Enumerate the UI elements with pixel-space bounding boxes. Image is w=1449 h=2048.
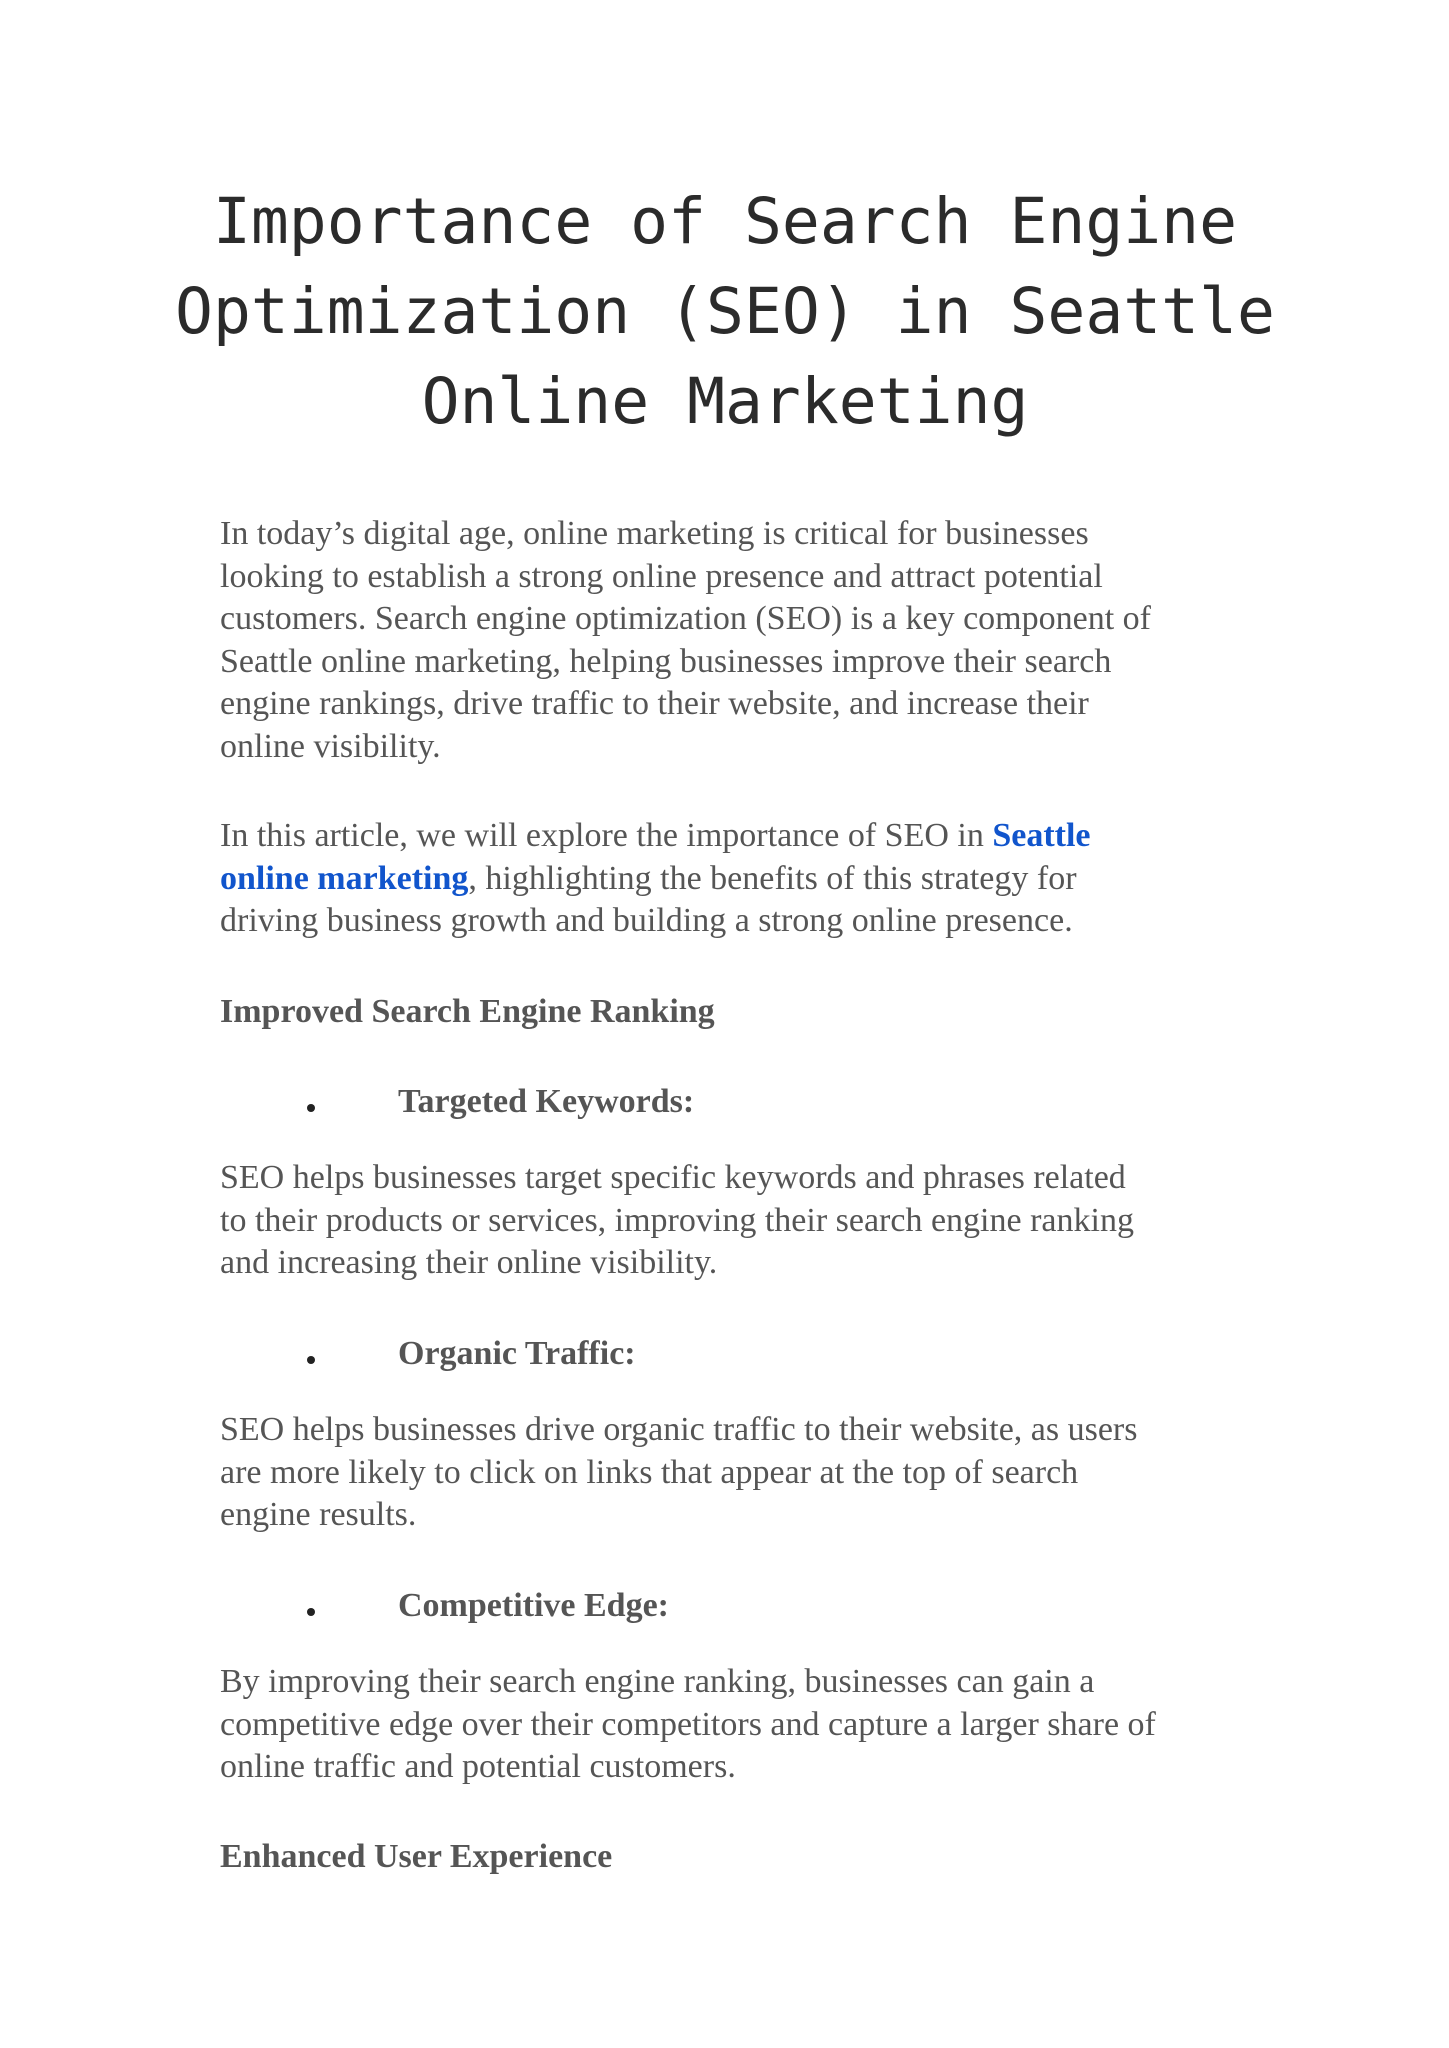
section-heading: Enhanced User Experience — [220, 1838, 613, 1875]
body-line: are more likely to click on links that appear at the top of search — [220, 1453, 1079, 1491]
bullet-icon — [307, 1356, 315, 1364]
link-text: online marketing — [220, 859, 469, 897]
intro-line: In today’s digital age, online marketing is critical for businesses — [220, 515, 1089, 552]
article-text: In this article, we will explore the importance of SEO in — [220, 817, 993, 854]
bullet-body — [220, 1409, 1300, 1537]
body-line: and increasing their online visibility. — [220, 1244, 718, 1281]
intro-line: Seattle online marketing, helping businesses improve their search — [220, 642, 1112, 680]
page-title — [150, 177, 1300, 447]
title-line: Importance of Search Engine — [212, 185, 1238, 258]
body-line: competitive edge over their competitors and capture a larger share of — [220, 1705, 1156, 1743]
body-line: By improving their search engine ranking, businesses can gain a — [220, 1663, 1095, 1700]
intro-line: engine rankings, drive traffic to their website, and increase their — [220, 685, 1089, 722]
section-heading: Improved Search Engine Ranking — [220, 993, 715, 1030]
body-line: engine results. — [220, 1496, 417, 1533]
title-line: Online Marketing — [421, 365, 1029, 438]
intro-line: looking to establish a strong online presence and attract potential — [220, 557, 1103, 595]
bullet-label: Organic Traffic: — [398, 1335, 636, 1372]
article-paragraph — [220, 815, 1300, 943]
title-line: Optimization (SEO) in Seattle — [175, 275, 1275, 348]
body-line: online traffic and potential customers. — [220, 1748, 736, 1785]
bullet-item — [300, 1081, 1200, 1123]
intro-paragraph — [220, 513, 1300, 768]
bullet-label: Competitive Edge: — [398, 1587, 670, 1624]
bullet-body — [220, 1157, 1300, 1285]
bullet-icon — [307, 1608, 315, 1616]
bullet-label: Targeted Keywords: — [398, 1083, 695, 1120]
link-text: Seattle — [992, 817, 1091, 854]
body-line: to their products or services, improving their search engine ranking — [220, 1201, 1134, 1239]
bullet-body — [220, 1661, 1300, 1789]
bullet-item — [300, 1585, 1200, 1627]
intro-line: online visibility. — [220, 727, 441, 765]
article-text: driving business growth and building a strong online presence. — [220, 902, 1073, 939]
article-text: , highlighting the benefits of this strategy for — [468, 859, 1077, 897]
body-line: SEO helps businesses target specific keywords and phrases related — [220, 1159, 1126, 1196]
intro-line: customers. Search engine optimization (SEO) is a key component of — [220, 600, 1151, 637]
body-line: SEO helps businesses drive organic traffic to their website, as users — [220, 1411, 1138, 1448]
bullet-icon — [307, 1104, 315, 1112]
bullet-item — [300, 1333, 1200, 1375]
